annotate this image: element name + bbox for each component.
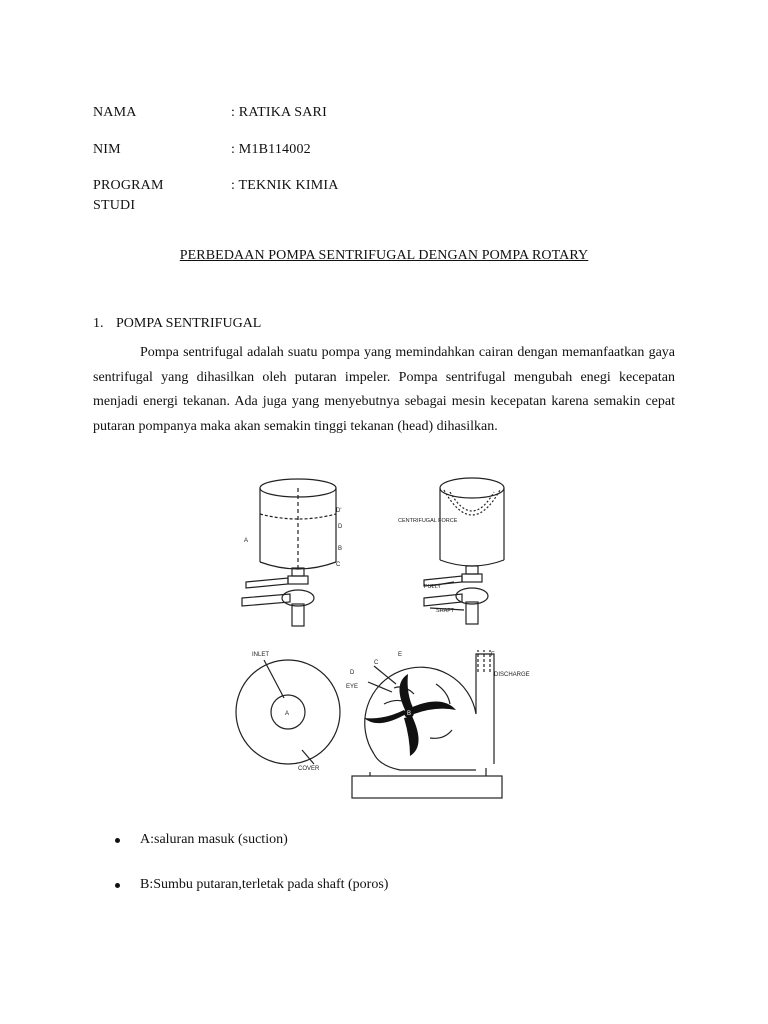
label-cover: COVER: [298, 766, 320, 772]
nim-label: NIM: [93, 142, 121, 157]
section-number: 1.: [93, 316, 104, 331]
label-eye: EYE: [346, 684, 359, 690]
label-impeller-b: B: [407, 711, 412, 717]
nim-value: : M1B114002: [231, 142, 311, 157]
label-inlet: INLET: [252, 652, 270, 658]
label-tank-d: D: [338, 524, 343, 530]
program-studi-label: PROGRAM STUDI: [93, 178, 164, 213]
tank-vortex-diagram: [384, 470, 524, 630]
label-centrifugal-force: CENTRIFUGAL FORCE: [398, 518, 458, 524]
label-impeller-c: C: [374, 660, 379, 666]
bullet-text: B:Sumbu putaran,terletak pada shaft (poros): [140, 877, 389, 892]
label-impeller-e: E: [398, 652, 403, 658]
label-tank-b: B: [338, 546, 343, 552]
bullet-dot-icon: [115, 838, 120, 843]
label-cover-a: A: [285, 711, 290, 717]
document-title: PERBEDAAN POMPA SENTRIFUGAL DENGAN POMPA ROTARY: [179, 248, 589, 263]
label-impeller-d: D: [350, 670, 355, 676]
pump-cover-diagram: [232, 646, 352, 776]
nama-value: : RATIKA SARI: [231, 105, 327, 120]
label-tank-a: A: [244, 538, 249, 544]
tank-still-diagram: [238, 474, 358, 632]
label-tank-dprime: D': [336, 508, 342, 514]
bullet-text: A:saluran masuk (suction): [140, 832, 288, 847]
program-studi-value: : TEKNIK KIMIA: [231, 178, 339, 193]
section-title: POMPA SENTRIFUGAL: [116, 316, 262, 331]
list-item: [115, 829, 388, 851]
section-paragraph: Pompa sentrifugal adalah suatu pompa yang memindahkan cairan dengan memanfaatkan gaya sentrifugal yang dihasilkan oleh putaran impeler. Pompa sentrifugal mengubah enegi kecepatan menjadi energi tekanan. Ada juga yang menyebutnya sebagai mesin kecepatan karena semakin cepat putaran pompanya maka akan semakin tinggi tekanan (head) dihasilkan.: [93, 345, 675, 434]
impeller-diagram: [344, 644, 536, 802]
label-tank-c: C: [336, 562, 341, 568]
label-impeller-f: F: [491, 652, 495, 658]
bullet-dot-icon: [115, 883, 120, 888]
label-shaft: SHAFT: [436, 608, 455, 614]
bullet-list: [115, 829, 388, 919]
nama-label: NAMA: [93, 105, 137, 120]
label-pully: PULLY: [424, 584, 442, 590]
list-item: [115, 874, 388, 896]
label-discharge: DISCHARGE: [494, 672, 530, 678]
